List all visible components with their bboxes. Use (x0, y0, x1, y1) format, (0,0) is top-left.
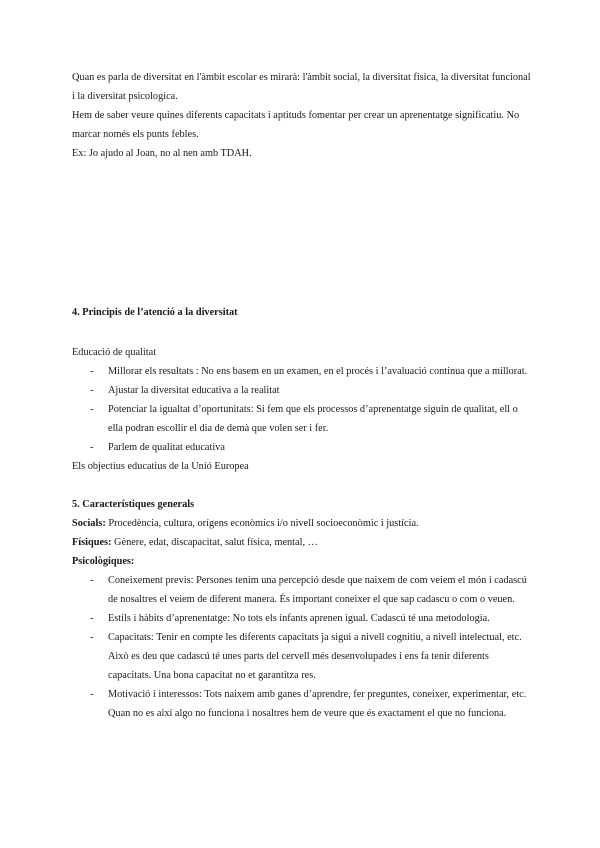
section-5-heading: 5. Característiques generals (72, 499, 195, 510)
section-4-subheading: Educació de qualitat (72, 347, 157, 358)
list-item: - Coneixement previs: Persones tenim una percepció desde que naixem de com veiem el món i cadascú de nosaltres el veiem de diferent manera. És important coneixer el que sap cadascu o com o veuen. (72, 571, 534, 609)
section-4-heading: 4. Principis de l’atenció a la diversitat (72, 307, 238, 318)
fisiques-label: Físiques: (72, 537, 112, 548)
fisiques-line (72, 533, 534, 552)
intro-example: Ex: Jo ajudo al Joan, no al nen amb TDAH. (72, 148, 252, 159)
fisiques-text: Gènere, edat, discapacitat, salut física, mental, … (111, 537, 318, 548)
spacer (72, 476, 534, 495)
intro-paragraph-2: Hem de saber veure quines diferents capacitats i aptituds fomentar per crear un aprenentatge significatiu. No marcar només els punts febles. (72, 110, 520, 140)
socials-line (72, 514, 534, 533)
list-item: - Potenciar la igualtat d’oportunitats: Si fem que els processos d’aprenentatge siguin de qualitat, ell o ella podran escollir el dia de demà que volen ser i fer. (72, 400, 534, 438)
intro-paragraph-1: Quan es parla de diversitat en l'àmbit escolar es mirarà: l'àmbit social, la diversitat física, la diversitat funcional i la diversitat psicologica. (72, 72, 531, 102)
list-item: - Millorar els resultats : No ens basem en un examen, en el procés i l’avaluació continua que a millorat. (72, 362, 534, 381)
list-item: - Estils i hàbits d’aprenentatge: No tots els infants aprenen igual. Cadascú té una metodologia. (72, 609, 534, 628)
psicologiques-label: Psicològiques: (72, 556, 135, 567)
list-item: - Ajustar la diversitat educativa a la realitat (72, 381, 534, 400)
list-item: - Motivació i interessos: Tots naixem amb ganes d’aprendre, fer preguntes, coneixer, experimentar, etc. Quan no es així algo no funciona i nosaltres hem de veure que és exactament el que no funciona. (72, 685, 534, 723)
section-5-bullet-list (72, 571, 534, 723)
socials-text: Procedència, cultura, orígens econòmics i/o nivell socioeconòmic i justícia. (105, 518, 419, 529)
socials-label: Socials: (72, 518, 106, 529)
list-item: - Capacitats: Tenir en compte les diferents capacitats ja sigui a nivell cognitiu, a nivell intelectual, etc. Això es deu que cadascú té unes parts del cervell més desenvolupades i ens fa tenir diferents capacitats. Una bona capacitat no et garantitza res. (72, 628, 534, 685)
blank-space (72, 163, 534, 303)
section-4-bullet-list (72, 362, 534, 457)
document-page (72, 68, 534, 723)
spacer (72, 322, 534, 341)
list-item: - Parlem de qualitat educativa (72, 438, 534, 457)
section-4-closing: Els objectius educatius de la Unió Europea (72, 461, 249, 472)
